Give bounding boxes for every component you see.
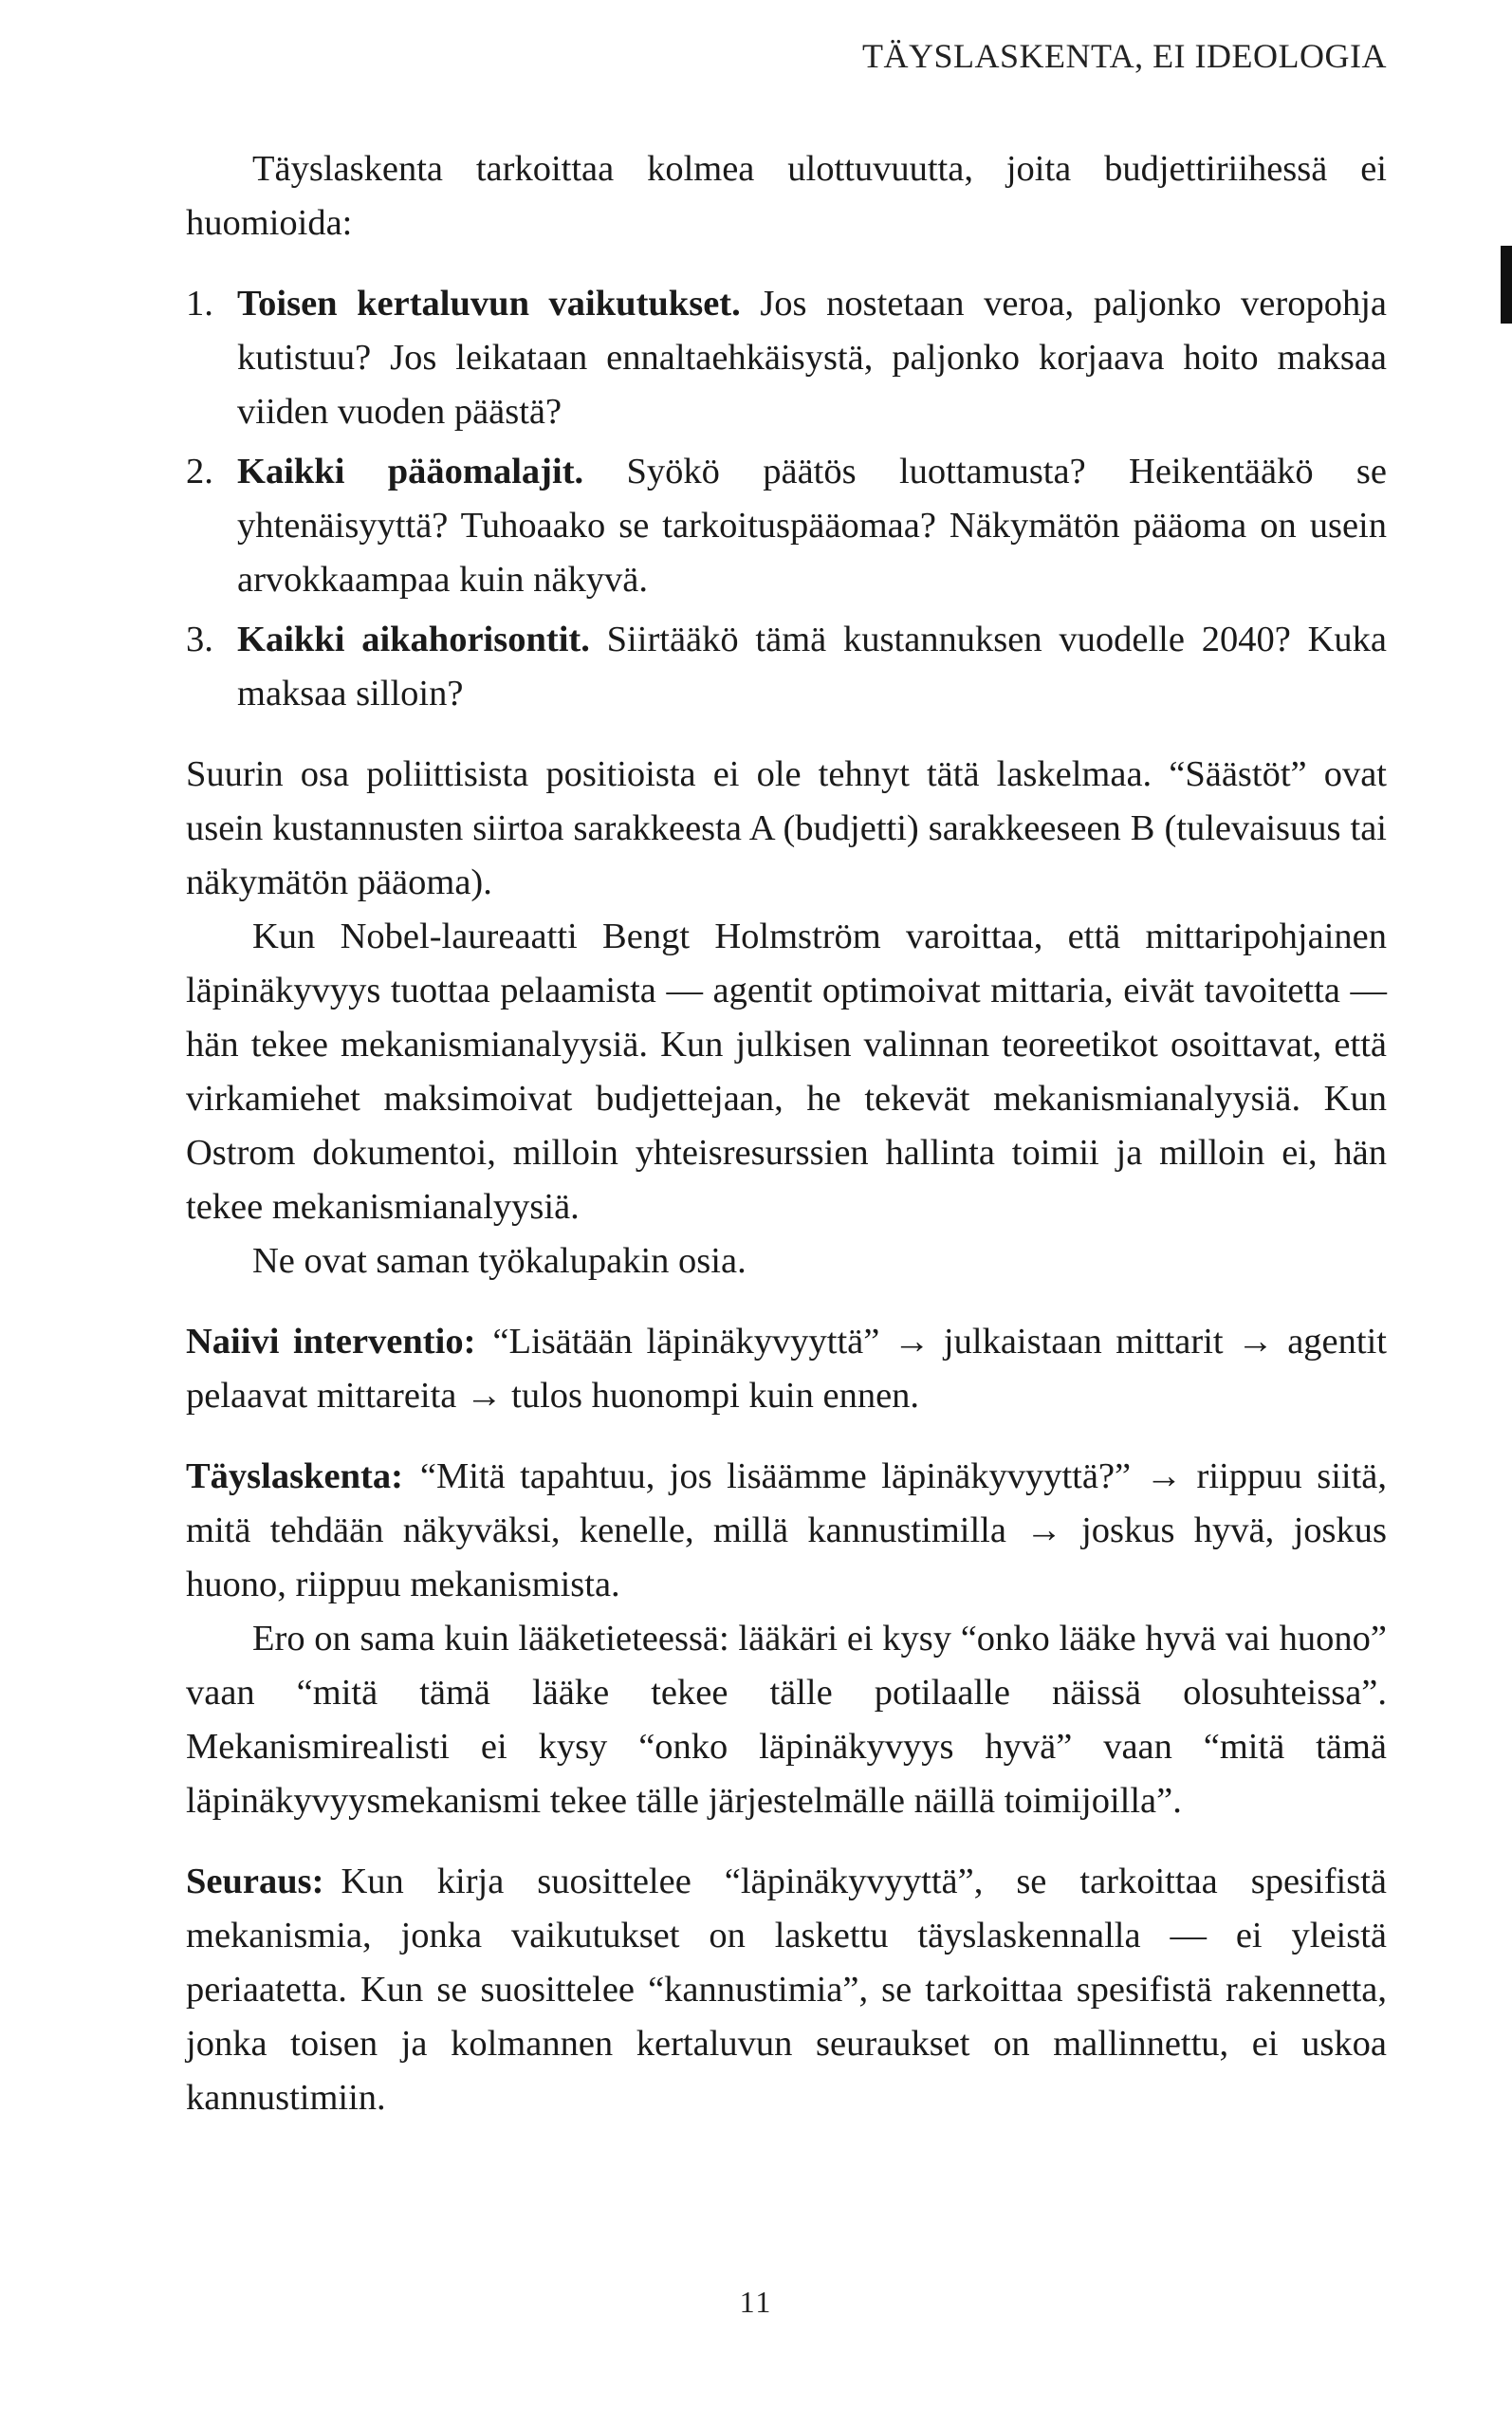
- naive-intervention-label: Naiivi interventio:: [186, 1322, 476, 1362]
- holmstrom-paragraph: Kun Nobel-laureaatti Bengt Holmström varoittaa, että mittaripohjainen läpinäkyvyys tuottaa pelaamista — agentit optimoivat mittaria, eivät tavoitetta — hän tekee mekanismianalyysiä. Kun julkisen valinnan teoreetikot osoittavat, että virkamiehet maksimoivat budjettejaan, he tekevät mekanismianalyysiä. Kun Ostrom dokumentoi, milloin yhteisresurssien hallinta toimii ja milloin ei, hän tekee mekanismianalyysiä.: [186, 917, 1387, 1227]
- chapter-thumb-tab: [1501, 246, 1512, 324]
- list-item: [186, 277, 1387, 439]
- page-body: [186, 142, 1387, 2125]
- full-accounting-paragraph: [186, 1450, 1387, 1612]
- full-accounting-text: “Mitä tapahtuu, jos lisäämme läpinäkyvyyttä?” → riippuu siitä, mitä tehdään näkyväksi, kenelle, millä kannustimilla → joskus hyvä, joskus huono, riippuu mekanismista.: [186, 1456, 1387, 1604]
- list-number: 1.: [186, 284, 213, 324]
- list-item-text: Siirtääkö tämä kustannuksen vuodelle 2040? Kuka maksaa silloin?: [237, 620, 1387, 713]
- toolkit-paragraph: Ne ovat saman työkalupakin osia.: [252, 1241, 747, 1281]
- list-item-text: Syökö päätös luottamusta? Heikentääkö se yhtenäisyyttä? Tuhoaako se tarkoituspääomaa? Näkymätön pääoma on usein arvokkaampaa kuin näkyvä.: [237, 452, 1387, 600]
- list-number: 2.: [186, 452, 213, 491]
- list-item-text: Jos nostetaan veroa, paljonko veropohja kutistuu? Jos leikataan ennaltaehkäisystä, paljonko korjaava hoito maksaa viiden vuoden päästä?: [237, 284, 1387, 432]
- running-header: TÄYSLASKENTA, EI IDEOLOGIA: [861, 37, 1387, 75]
- list-item-title: Kaikki aikahorisontit.: [237, 620, 590, 659]
- savings-paragraph: Suurin osa poliittisista positioista ei ole tehnyt tätä laskelmaa. “Säästöt” ovat usein kustannusten siirtoa sarakkeesta A (budjetti) sarakkeeseen B (tulevaisuus tai näkymätön pääoma).: [186, 754, 1387, 902]
- list-item: [186, 445, 1387, 607]
- medicine-paragraph: Ero on sama kuin lääketieteessä: lääkäri ei kysy “onko lääke hyvä vai huono” vaan “mitä tämä lääke tekee tälle potilaalle näissä olosuhteissa”. Mekanismirealisti ei kysy “onko läpinäkyvyys hyvä” vaan “mitä tämä läpinäkyvyysmekanismi tekee tälle järjestelmälle näillä toimijoilla”.: [186, 1619, 1387, 1821]
- list-number: 3.: [186, 620, 213, 659]
- consequence-paragraph: [186, 1855, 1387, 2125]
- full-accounting-label: Täyslaskenta:: [186, 1456, 403, 1496]
- intro-paragraph: Täyslaskenta tarkoittaa kolmea ulottuvuutta, joita budjettiriihessä ei huomioida:: [186, 149, 1387, 243]
- naive-intervention-paragraph: [186, 1315, 1387, 1423]
- list-item-title: Toisen kertaluvun vaikutukset.: [237, 284, 741, 324]
- consequence-text: Kun kirja suosittelee “läpinäkyvyyttä”, se tarkoittaa spesifistä mekanismia, jonka vaikutukset on laskettu täyslaskennalla — ei yleistä periaatetta. Kun se suosittelee “kannustimia”, se tarkoittaa spesifistä rakennetta, jonka toisen ja kolmannen kertaluvun seuraukset on mallinnettu, ei uskoa kannustimiin.: [186, 1862, 1387, 2118]
- naive-intervention-text: “Lisätään läpinäkyvyyttä” → julkaistaan mittarit → agentit pelaavat mittareita → tulos huonompi kuin ennen.: [186, 1322, 1387, 1416]
- page-number: 11: [739, 2285, 773, 2319]
- list-item-title: Kaikki pääomalajit.: [237, 452, 584, 491]
- list-item: [186, 613, 1387, 721]
- consequence-label: Seuraus:: [186, 1862, 324, 1901]
- dimensions-list: [186, 277, 1387, 721]
